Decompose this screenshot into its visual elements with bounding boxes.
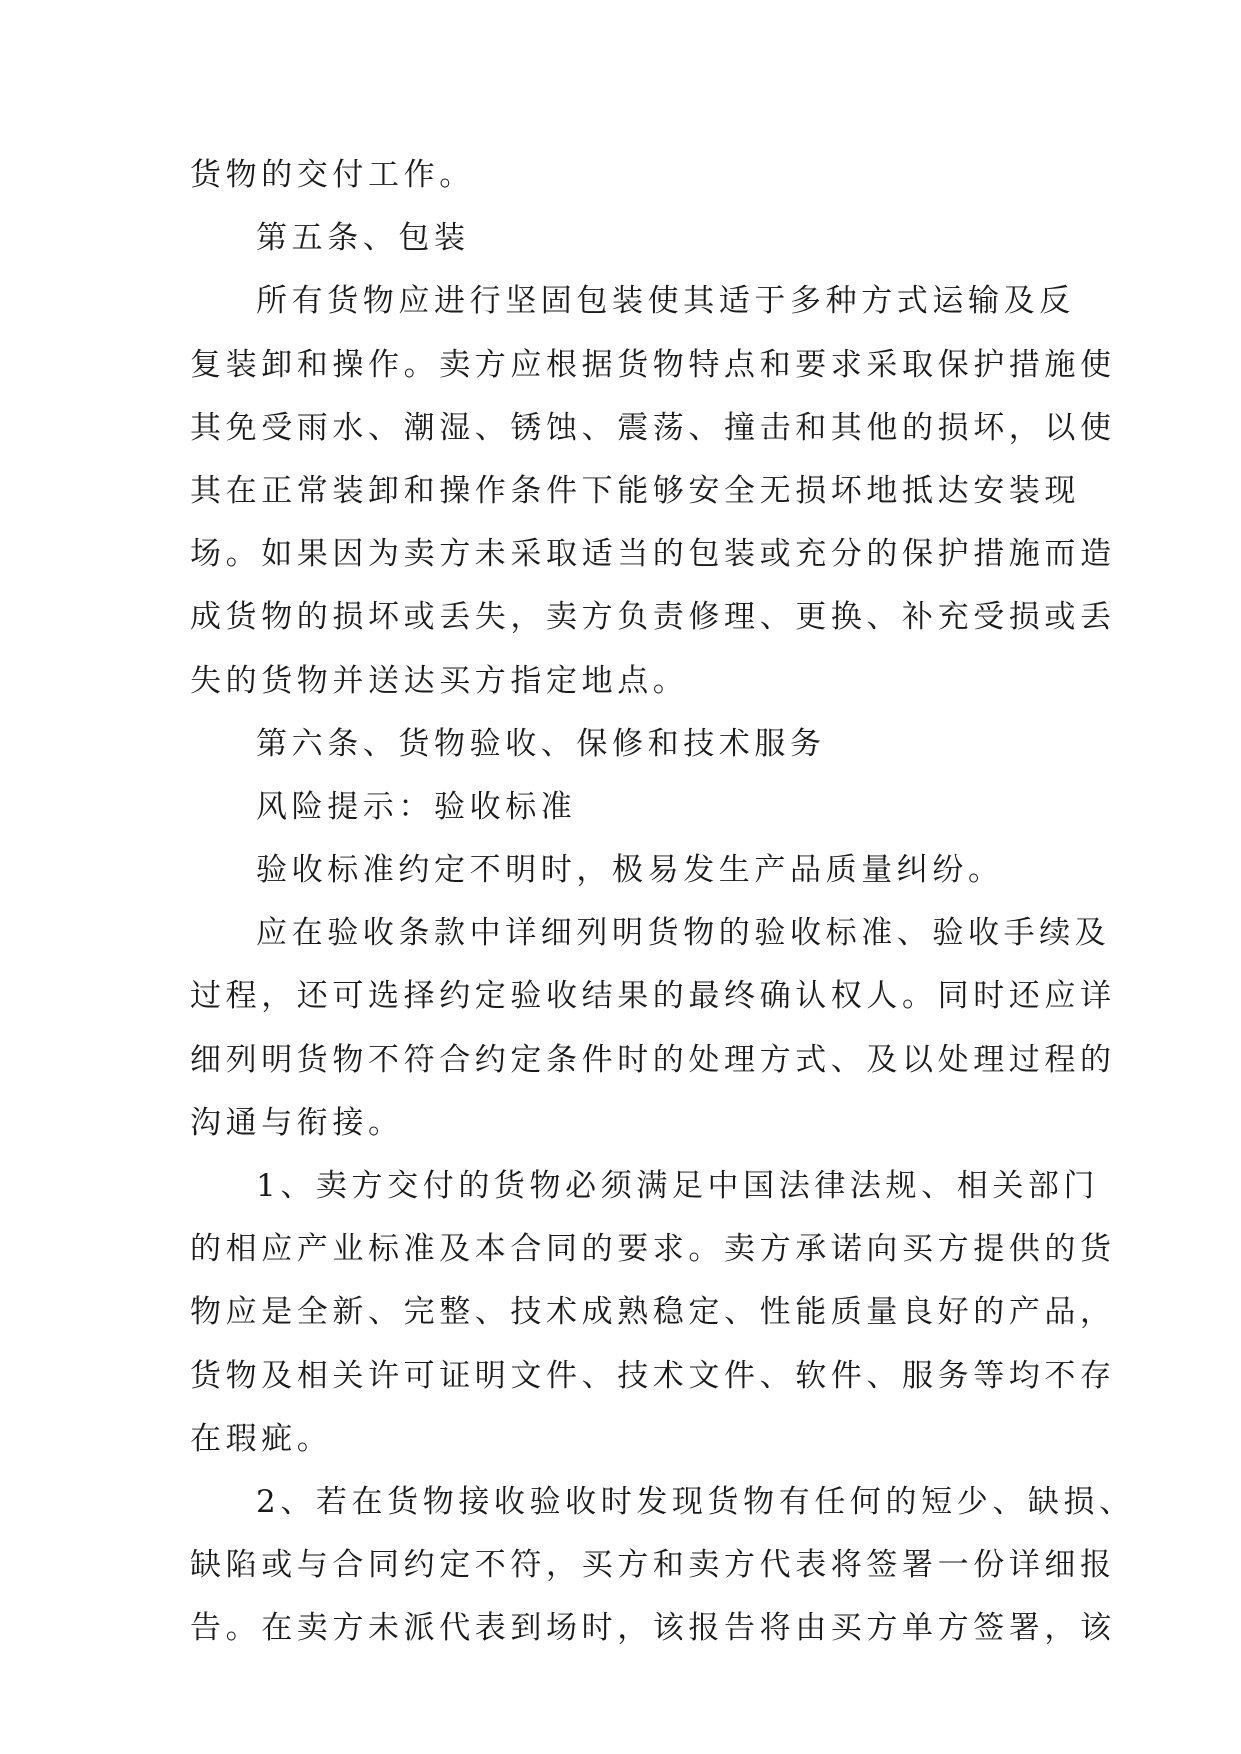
text-line: 在瑕疵。: [190, 1420, 333, 1457]
section-heading-acceptance: 第六条、货物验收、保修和技术服务: [256, 725, 826, 762]
text-line: 细列明货物不符合约定条件时的处理方式、及以处理过程的: [190, 1041, 1116, 1078]
risk-tip-heading: 风险提示：验收标准: [256, 788, 577, 825]
text-line: 场。如果因为卖方未采取适当的包装或充分的保护措施而造: [190, 536, 1116, 573]
text-line: 沟通与衔接。: [190, 1104, 404, 1141]
text-line: 过程，还可选择约定验收结果的最终确认权人。同时还应详: [190, 978, 1116, 1015]
text-line: 验收标准约定不明时，极易发生产品质量纠纷。: [256, 852, 1004, 889]
text-line: 复装卸和操作。卖方应根据货物特点和要求采取保护措施使: [190, 346, 1116, 383]
clause-item-1: 1、卖方交付的货物必须满足中国法律法规、相关部门: [256, 1168, 1100, 1204]
text-line: 其免受雨水、潮湿、锈蚀、震荡、撞击和其他的损坏，以使: [190, 409, 1116, 446]
text-line: 告。在卖方未派代表到场时，该报告将由买方单方签署，该: [190, 1610, 1116, 1647]
document-body: [190, 156, 1135, 1673]
text-line: 失的货物并送达买方指定地点。: [190, 662, 689, 699]
text-line: 成货物的损坏或丢失，卖方负责修理、更换、补充受损或丢: [190, 599, 1116, 636]
text-line: 货物及相关许可证明文件、技术文件、软件、服务等均不存: [190, 1357, 1116, 1394]
text-line: 应在验收条款中详细列明货物的验收标准、验收手续及: [256, 915, 1111, 952]
text-line: 的相应产业标准及本合同的要求。卖方承诺向买方提供的货: [190, 1231, 1116, 1268]
text-line: 货物的交付工作。: [190, 157, 475, 193]
clause-item-2: 2、若在货物接收验收时发现货物有任何的短少、缺损、: [256, 1483, 1135, 1520]
text-line: 其在正常装卸和操作条件下能够安全无损坏地抵达安装现: [190, 472, 1080, 509]
section-heading-packaging: 第五条、包装: [256, 220, 470, 257]
text-line: 所有货物应进行坚固包装使其适于多种方式运输及反: [256, 283, 1075, 320]
text-line: 缺陷或与合同约定不符，买方和卖方代表将签署一份详细报: [190, 1547, 1116, 1584]
text-line: 物应是全新、完整、技术成熟稳定、性能质量良好的产品，: [190, 1294, 1116, 1331]
